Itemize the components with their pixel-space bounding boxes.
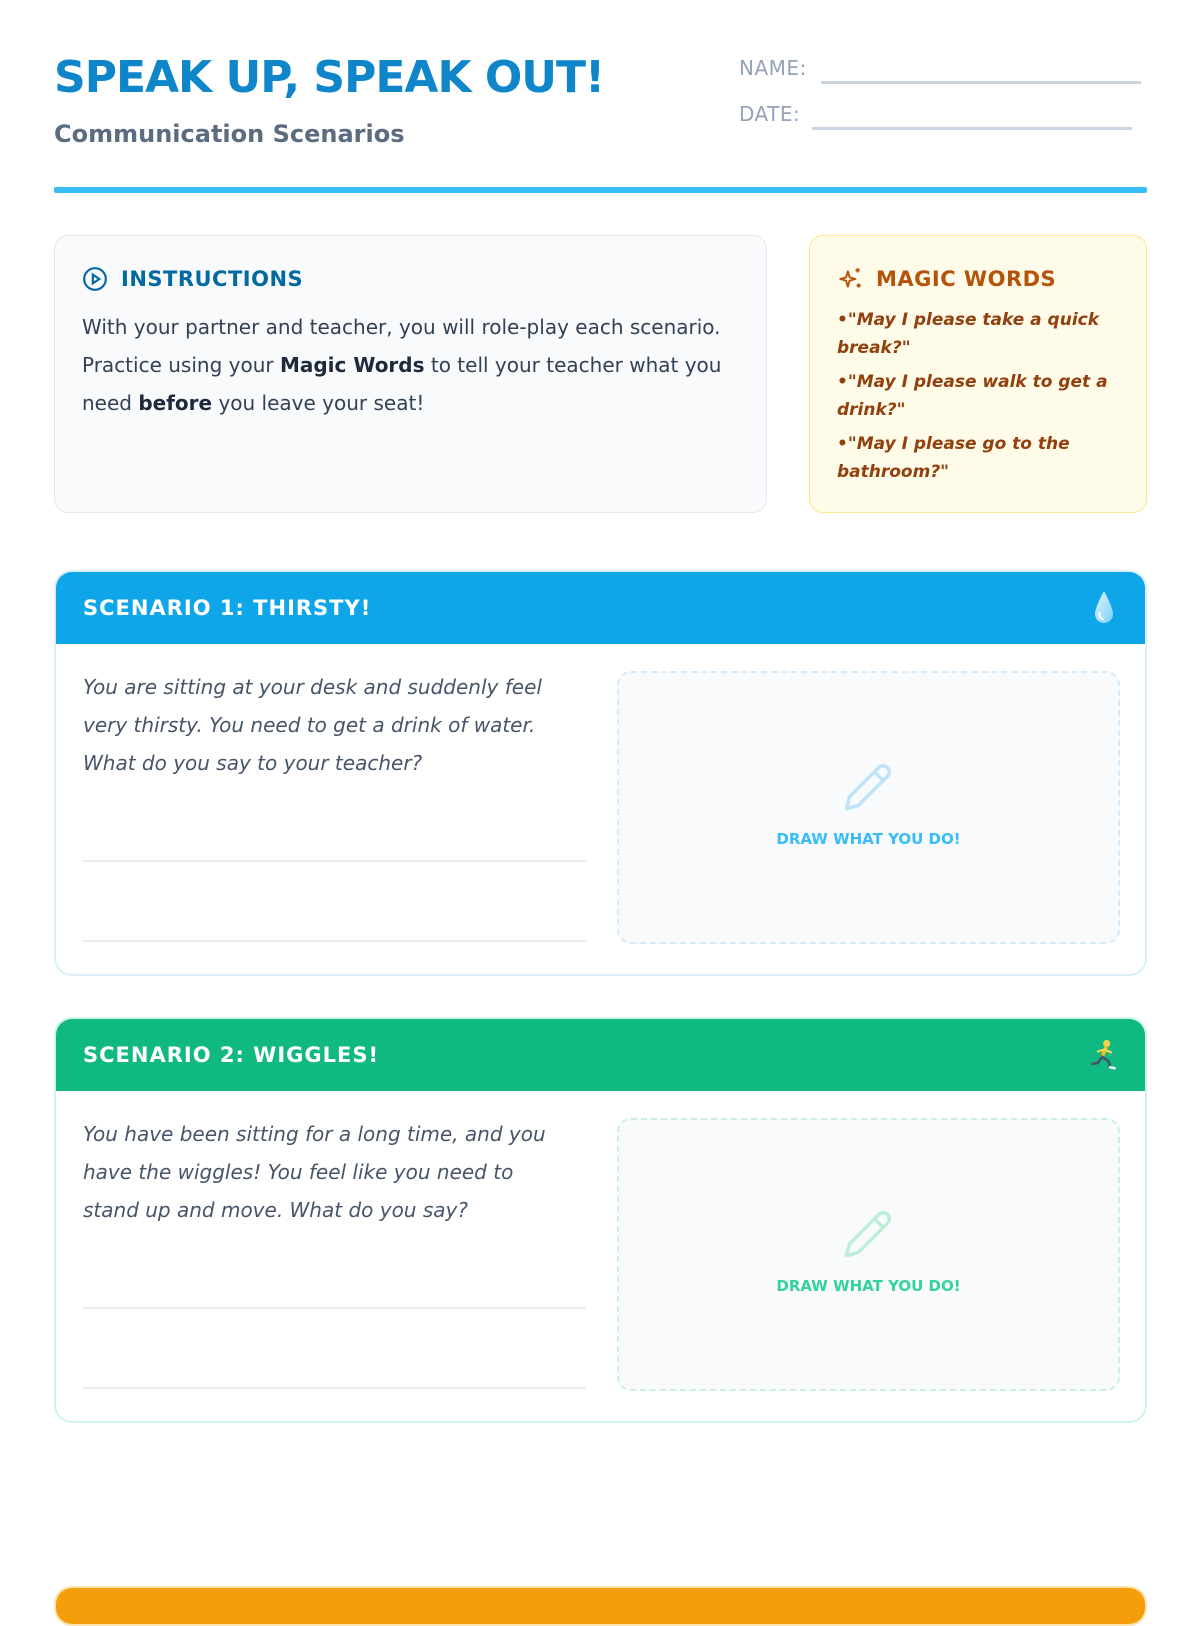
date-label: DATE:	[739, 102, 801, 126]
name-field[interactable]	[739, 56, 1141, 80]
magic-words-list	[837, 306, 1129, 492]
answer-line[interactable]	[83, 1307, 586, 1309]
answer-line[interactable]	[83, 860, 586, 862]
instructions-box	[54, 235, 767, 513]
name-write-line[interactable]	[821, 81, 1141, 84]
instructions-bold-magic-words: Magic Words	[279, 353, 425, 377]
header-divider	[54, 187, 1147, 193]
scenario-2-draw-area[interactable]	[617, 1118, 1120, 1391]
instructions-header	[82, 266, 303, 292]
scenario-2-title: SCENARIO 2: WIGGLES!	[83, 1043, 380, 1067]
instructions-text-part: to tell your teacher what you need	[82, 353, 722, 415]
scenario-1-title: SCENARIO 1: THIRSTY!	[83, 596, 372, 620]
scenario-card-1	[54, 570, 1147, 976]
name-label: NAME:	[739, 56, 807, 80]
scenario-card-3	[54, 1586, 1147, 1626]
instructions-text	[82, 308, 742, 422]
pencil-icon	[842, 761, 894, 813]
scenario-1-body	[56, 644, 1145, 974]
page-subtitle: Communication Scenarios	[54, 120, 405, 148]
draw-label: DRAW WHAT YOU DO!	[776, 830, 961, 848]
instructions-text-part: With your partner and teacher, you will role-play each scenario. Practice using your	[82, 315, 721, 377]
scenario-2-body	[56, 1091, 1145, 1421]
scenario-2-header	[56, 1019, 1145, 1091]
magic-words-title: MAGIC WORDS	[876, 267, 1057, 291]
magic-words-header	[837, 266, 1056, 292]
play-circle-icon	[82, 266, 108, 292]
scenario-3-header	[56, 1588, 1145, 1626]
worksheet-page	[54, 0, 1147, 1600]
answer-line[interactable]	[83, 1387, 586, 1389]
draw-label: DRAW WHAT YOU DO!	[776, 1277, 961, 1295]
instructions-title: INSTRUCTIONS	[121, 267, 304, 291]
instructions-text-part: you leave your seat!	[212, 391, 425, 415]
date-field[interactable]	[739, 102, 1132, 126]
running-person-icon	[1089, 1037, 1119, 1073]
page-title: SPEAK UP, SPEAK OUT!	[54, 52, 605, 103]
worksheet-header	[54, 0, 1147, 196]
date-write-line[interactable]	[812, 127, 1132, 130]
pencil-icon	[842, 1208, 894, 1260]
scenario-1-prompt: You are sitting at your desk and suddenly feel very thirsty. You need to get a drink of water. What do you say to your teacher?	[83, 675, 542, 775]
answer-line[interactable]	[83, 940, 586, 942]
scenario-1-header	[56, 572, 1145, 644]
scenario-2-prompt: You have been sitting for a long time, and you have the wiggles! You feel like you need to stand up and move. What do you say?	[83, 1122, 546, 1222]
sparkles-icon	[837, 266, 863, 292]
scenario-card-2	[54, 1017, 1147, 1423]
magic-word-item: • "May I please go to the bathroom?"	[837, 430, 1129, 486]
magic-words-box	[809, 235, 1147, 513]
scenario-1-draw-area[interactable]	[617, 671, 1120, 944]
magic-word-item: • "May I please walk to get a drink?"	[837, 368, 1129, 424]
magic-word-item: • "May I please take a quick break?"	[837, 306, 1129, 362]
instructions-bold-before: before	[138, 391, 213, 415]
water-drop-icon	[1089, 590, 1119, 626]
